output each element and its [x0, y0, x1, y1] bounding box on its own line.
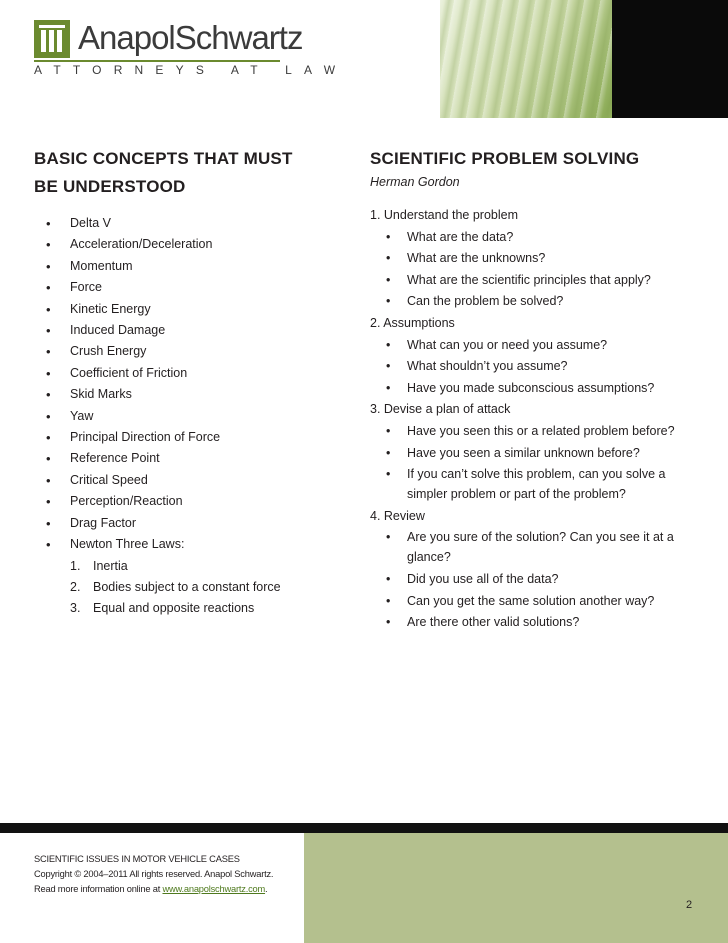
- law-text: Equal and opposite reactions: [93, 601, 255, 616]
- concept-text: Acceleration/Deceleration: [70, 237, 213, 252]
- question-text: What are the scientific principles that apply?: [407, 272, 651, 287]
- question-item: [370, 248, 700, 268]
- bullet-dot: •: [386, 380, 391, 395]
- concept-item: [34, 406, 334, 427]
- footer-title: SCIENTIFIC ISSUES IN MOTOR VEHICLE CASES: [34, 854, 240, 864]
- bullet-dot: •: [46, 258, 51, 274]
- bullet-dot: •: [46, 494, 51, 510]
- question-item: [370, 569, 700, 589]
- step-title: 4. Review: [370, 508, 425, 523]
- newton-law-item: [70, 577, 334, 598]
- concept-item: [34, 513, 334, 534]
- bullet-dot: •: [386, 359, 391, 374]
- step-questions: [370, 227, 700, 312]
- footer-text: [34, 852, 302, 897]
- concept-text: Newton Three Laws:: [70, 537, 185, 552]
- bullet-dot: •: [46, 408, 51, 424]
- question-item: [370, 335, 700, 355]
- bullet-dot: •: [386, 615, 391, 630]
- law-number: 3.: [70, 601, 81, 616]
- concept-text: Drag Factor: [70, 515, 136, 530]
- concept-text: Delta V: [70, 216, 111, 230]
- bullet-dot: •: [386, 337, 391, 352]
- concept-item: [34, 534, 334, 555]
- concept-item: [34, 363, 334, 384]
- footer-bar: [0, 823, 728, 833]
- bullet-dot: •: [386, 593, 391, 608]
- step-section: [370, 399, 700, 504]
- question-item: [370, 612, 700, 632]
- concept-text: Principal Direction of Force: [70, 430, 221, 445]
- concept-text: Induced Damage: [70, 323, 166, 338]
- question-text: What are the data?: [407, 229, 514, 244]
- concept-text: Crush Energy: [70, 344, 147, 359]
- question-text: Did you use all of the data?: [407, 571, 559, 586]
- question-text: If you can’t solve this problem, can you solve a simpler problem or part of the problem?: [407, 467, 666, 502]
- bullet-dot: •: [386, 445, 391, 460]
- footer-green-panel: [304, 833, 728, 943]
- step-questions: [370, 335, 700, 398]
- bullet-dot: •: [46, 344, 51, 360]
- step-title: 1. Understand the problem: [370, 208, 519, 222]
- header-divider: [438, 0, 440, 118]
- concept-item: [34, 491, 334, 512]
- concept-item: [34, 256, 334, 277]
- concept-text: Momentum: [70, 258, 133, 273]
- website-link[interactable]: www.anapolschwartz.com: [162, 884, 266, 894]
- question-text: What are the unknowns?: [407, 251, 546, 266]
- bullet-dot: •: [386, 467, 391, 482]
- bullet-dot: •: [386, 571, 391, 586]
- question-item: [370, 291, 700, 311]
- concept-text: Yaw: [70, 408, 94, 423]
- question-text: Have you made subconscious assumptions?: [407, 380, 655, 395]
- left-column: [34, 145, 334, 620]
- bullet-dot: •: [386, 229, 391, 244]
- concept-item: [34, 427, 334, 448]
- problem-solving-steps: [370, 205, 700, 632]
- header-black-block: [612, 0, 728, 118]
- step-title: 2. Assumptions: [370, 315, 455, 330]
- law-text: Bodies subject to a constant force: [93, 579, 281, 594]
- concept-text: Force: [70, 280, 102, 295]
- concept-text: Critical Speed: [70, 472, 148, 487]
- question-text: Have you seen a similar unknown before?: [407, 445, 640, 460]
- bullet-dot: •: [46, 216, 51, 231]
- logo-rule: [34, 60, 280, 62]
- pillars-logo-icon: [34, 20, 70, 58]
- concepts-list: [34, 213, 334, 556]
- bullet-dot: •: [386, 272, 391, 287]
- bullet-dot: •: [46, 301, 51, 317]
- question-text: Are there other valid solutions?: [407, 615, 580, 630]
- question-item: [370, 356, 700, 376]
- newton-law-item: [70, 556, 334, 577]
- newton-laws-list: [34, 556, 334, 620]
- bullet-dot: •: [386, 294, 391, 309]
- question-text: Are you sure of the solution? Can you see it at a glance?: [407, 530, 674, 565]
- bullet-dot: •: [386, 251, 391, 266]
- concepts-heading: BASIC CONCEPTS THAT MUST BE UNDERSTOOD: [34, 149, 293, 196]
- bullet-dot: •: [386, 423, 391, 438]
- right-column: [370, 145, 700, 634]
- newton-law-item: [70, 598, 334, 619]
- question-item: [370, 270, 700, 290]
- problem-solving-heading: SCIENTIFIC PROBLEM SOLVING: [370, 149, 640, 168]
- question-item: [370, 421, 700, 441]
- step-section: [370, 205, 700, 311]
- question-item: [370, 378, 700, 398]
- step-title: 3. Devise a plan of attack: [370, 402, 511, 417]
- question-text: Have you seen this or a related problem before?: [407, 423, 675, 438]
- concept-item: [34, 277, 334, 298]
- bullet-dot: •: [46, 237, 51, 253]
- step-section: [370, 506, 700, 632]
- bullet-dot: •: [46, 537, 51, 553]
- question-text: What can you or need you assume?: [407, 337, 608, 352]
- law-text: Inertia: [93, 558, 128, 573]
- question-item: [370, 443, 700, 463]
- bullet-dot: •: [46, 387, 51, 403]
- bullet-dot: •: [46, 280, 51, 296]
- concept-item: [34, 470, 334, 491]
- bullet-dot: •: [46, 515, 51, 531]
- step-questions: [370, 527, 700, 632]
- concept-item: [34, 448, 334, 469]
- step-section: [370, 313, 700, 398]
- question-item: [370, 591, 700, 611]
- bullet-dot: •: [46, 451, 51, 467]
- concept-text: Coefficient of Friction: [70, 365, 188, 380]
- bullet-dot: •: [46, 430, 51, 446]
- concept-text: Perception/Reaction: [70, 494, 183, 509]
- law-number: 1.: [70, 558, 81, 573]
- bullet-dot: •: [386, 530, 391, 545]
- logo-name: AnapolSchwartz: [78, 19, 303, 56]
- concept-item: [34, 234, 334, 255]
- concept-item: [34, 299, 334, 320]
- bullet-dot: •: [46, 472, 51, 488]
- question-item: [370, 527, 700, 567]
- concept-text: Kinetic Energy: [70, 301, 151, 316]
- concept-item: [34, 213, 334, 234]
- concept-text: Reference Point: [70, 451, 160, 466]
- concept-text: Skid Marks: [70, 387, 132, 402]
- step-questions: [370, 421, 700, 504]
- footer-copyright: Copyright © 2004–2011 All rights reserved. Anapol Schwartz.: [34, 869, 274, 879]
- question-text: Can the problem be solved?: [407, 294, 564, 309]
- question-text: What shouldn’t you assume?: [407, 359, 568, 374]
- author-name: Herman Gordon: [370, 175, 460, 189]
- concept-item: [34, 320, 334, 341]
- footer-more-info: Read more information online at www.anapolschwartz.com.: [34, 884, 268, 894]
- bullet-dot: •: [46, 365, 51, 381]
- logo-subtitle: ATTORNEYS AT LAW: [34, 63, 348, 77]
- question-item: [370, 464, 700, 504]
- concept-item: [34, 341, 334, 362]
- concept-item: [34, 384, 334, 405]
- question-item: [370, 227, 700, 247]
- bullet-dot: •: [46, 323, 51, 339]
- page-number: 2: [686, 899, 693, 911]
- question-text: Can you get the same solution another way?: [407, 593, 655, 608]
- company-logo: [34, 18, 348, 80]
- law-number: 2.: [70, 579, 81, 594]
